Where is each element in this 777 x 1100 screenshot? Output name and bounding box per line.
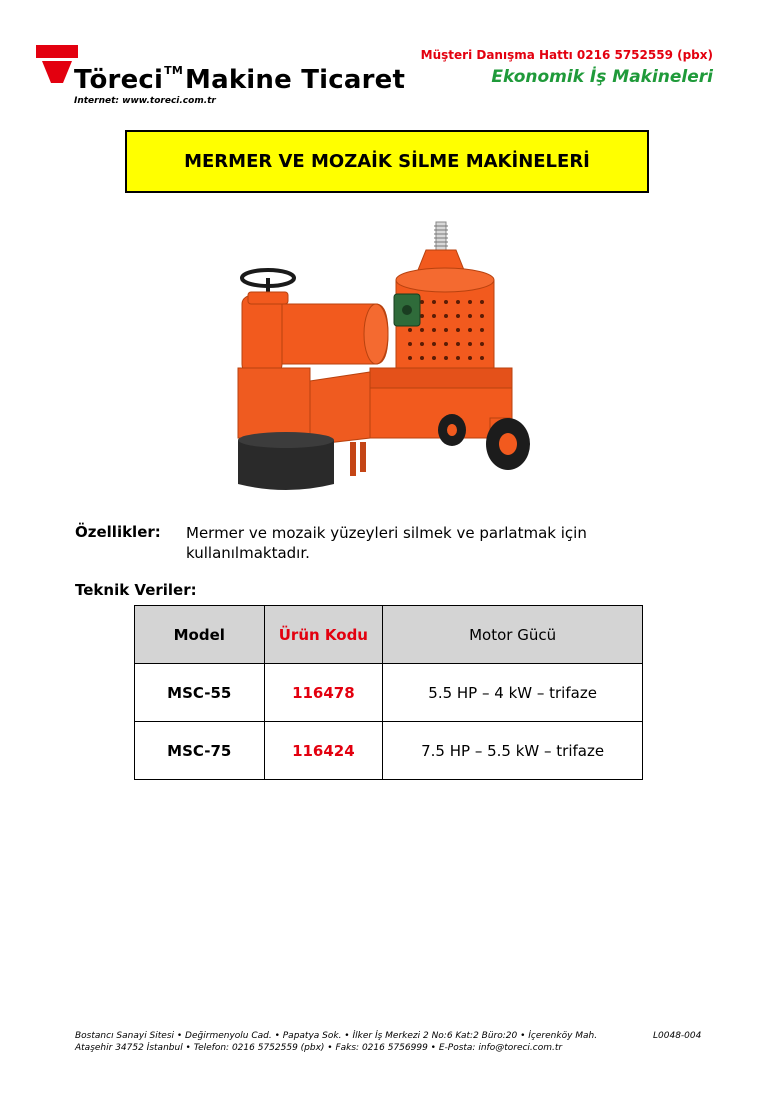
table-row	[135, 722, 643, 780]
product-code-cell: 116424	[264, 722, 383, 780]
footer-address-line-2: Ataşehir 34752 İstanbul • Telefon: 0216 5752559 (pbx) • Faks: 0216 5756999 • E-Posta: info@toreci.com.tr	[75, 1043, 563, 1053]
features-label: Özellikler:	[75, 523, 161, 541]
model-cell: MSC-55	[135, 664, 265, 722]
technical-data-table	[134, 605, 643, 780]
company-name	[74, 64, 405, 95]
model-cell: MSC-75	[135, 722, 265, 780]
brand-suffix: Makine Ticaret	[185, 65, 406, 95]
trademark: TM	[164, 64, 183, 77]
table-header-row	[135, 606, 643, 664]
website-url: Internet: www.toreci.com.tr	[74, 96, 216, 106]
slogan: Ekonomik İş Makineleri	[491, 67, 713, 87]
customer-hotline: Müşteri Danışma Hattı 0216 5752559 (pbx)	[420, 48, 713, 62]
brand-name: Töreci	[74, 65, 164, 95]
polishing-machine-image	[220, 218, 550, 498]
page-title: MERMER VE MOZAİK SİLME MAKİNELERİ	[125, 130, 649, 193]
toreci-logo-icon	[36, 45, 78, 83]
technical-data-label: Teknik Veriler:	[75, 581, 197, 599]
table-row	[135, 664, 643, 722]
product-code-cell: 116478	[264, 664, 383, 722]
column-header-product-code: Ürün Kodu	[264, 606, 383, 664]
motor-power-cell: 7.5 HP – 5.5 kW – trifaze	[383, 722, 643, 780]
footer-address-line-1: Bostancı Sanayi Sitesi • Değirmenyolu Cad. • Papatya Sok. • İlker İş Merkezi 2 No:6 Kat:2 Büro:20 • İçerenköy Mah.	[75, 1031, 598, 1041]
motor-power-cell: 5.5 HP – 4 kW – trifaze	[383, 664, 643, 722]
column-header-model: Model	[135, 606, 265, 664]
column-header-motor-power: Motor Gücü	[383, 606, 643, 664]
document-code: L0048-004	[653, 1031, 702, 1041]
features-description: Mermer ve mozaik yüzeyleri silmek ve parlatmak için kullanılmaktadır.	[186, 524, 587, 562]
